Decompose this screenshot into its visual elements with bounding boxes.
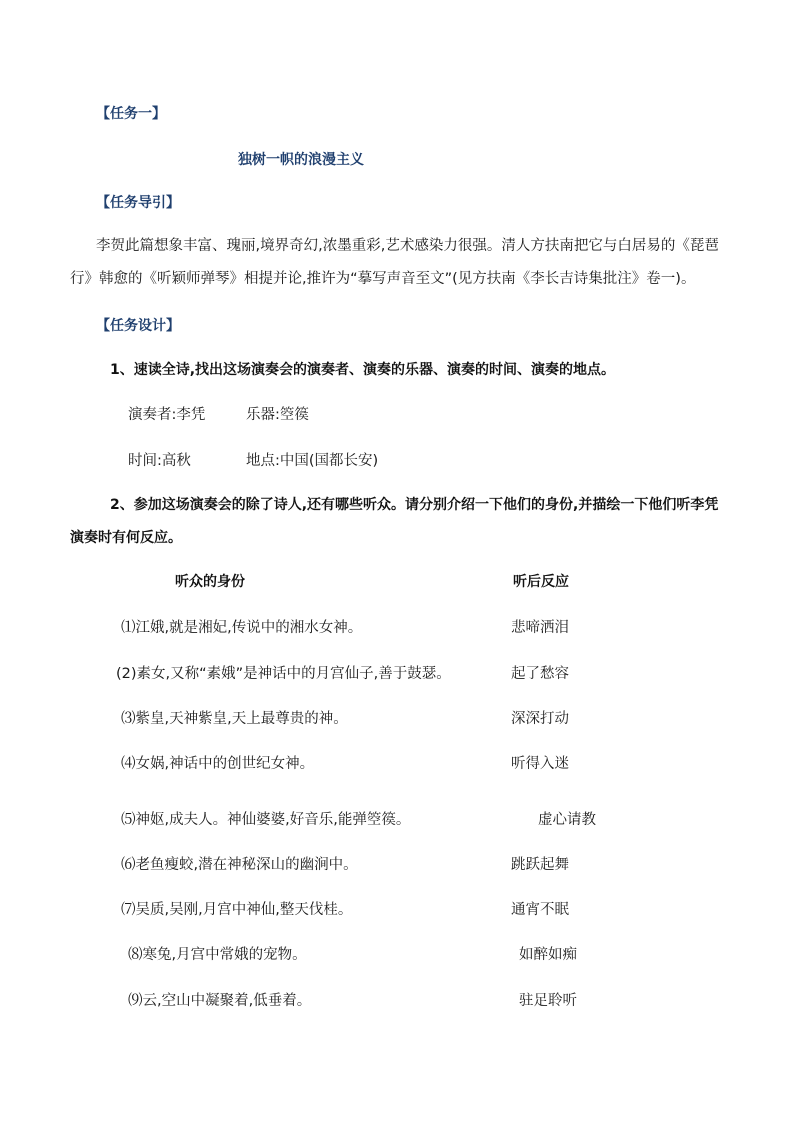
task1-title: 独树一帜的浪漫主义 xyxy=(238,152,364,168)
question-2-line2: 演奏时有何反应。 xyxy=(70,530,182,546)
answer-time: 时间:高秋 xyxy=(128,453,191,469)
question-1: 1、速读全诗,找出这场演奏会的演奏者、演奏的乐器、演奏的时间、演奏的地点。 xyxy=(110,362,616,378)
table-row-6-identity: ⑹老鱼瘦蛟,潜在神秘深山的幽涧中。 xyxy=(121,857,358,873)
answer-instrument: 乐器:箜篌 xyxy=(246,407,309,423)
guide-paragraph-line2: 行》韩愈的《听颖师弹琴》相提并论,推许为“摹写声音至文”(见方扶南《李长吉诗集批注》卷一)。 xyxy=(70,271,696,287)
answer-performer: 演奏者:李凭 xyxy=(128,407,206,423)
table-row-3-reaction: 深深打动 xyxy=(511,711,569,727)
table-row-5-reaction: 虚心请教 xyxy=(538,812,596,828)
table-row-6-reaction: 跳跃起舞 xyxy=(511,857,569,873)
table-row-2-reaction: 起了愁容 xyxy=(511,666,569,682)
table-row-8-identity: ⑻寒兔,月宫中常娥的宠物。 xyxy=(128,947,307,963)
guide-heading: 【任务导引】 xyxy=(96,195,180,211)
table-row-1-identity: ⑴江娥,就是湘妃,传说中的湘水女神。 xyxy=(121,620,363,636)
table-row-7-reaction: 通宵不眠 xyxy=(511,902,569,918)
table-row-5-identity: ⑸神妪,成夫人。神仙婆婆,好音乐,能弹箜篌。 xyxy=(121,812,411,828)
table-row-1-reaction: 悲啼洒泪 xyxy=(511,620,569,636)
table-row-9-reaction: 驻足聆听 xyxy=(519,993,577,1009)
question-2-line1: 2、参加这场演奏会的除了诗人,还有哪些听众。请分别介绍一下他们的身份,并描绘一下他们听李凭 xyxy=(110,497,719,513)
table-row-9-identity: ⑼云,空山中凝聚着,低垂着。 xyxy=(128,993,312,1009)
table-row-3-identity: ⑶紫皇,天神紫皇,天上最尊贵的神。 xyxy=(121,711,348,727)
design-heading: 【任务设计】 xyxy=(96,318,180,334)
answer-place: 地点:中国(国都长安) xyxy=(246,453,379,469)
guide-paragraph-line1: 李贺此篇想象丰富、瑰丽,境界奇幻,浓墨重彩,艺术感染力很强。清人方扶南把它与白居易的《琵琶 xyxy=(96,238,719,254)
table-row-4-identity: ⑷女娲,神话中的创世纪女神。 xyxy=(121,756,315,772)
table-header-identity: 听众的身份 xyxy=(175,574,245,590)
table-row-2-identity: (2)素女,又称“素娥”是神话中的月宫仙子,善于鼓瑟。 xyxy=(116,666,451,682)
table-row-8-reaction: 如醉如痴 xyxy=(519,947,577,963)
task1-heading: 【任务一】 xyxy=(96,106,166,122)
table-row-7-identity: ⑺吴质,吴刚,月宫中神仙,整天伐桂。 xyxy=(121,902,353,918)
table-row-4-reaction: 听得入迷 xyxy=(511,756,569,772)
table-header-reaction: 听后反应 xyxy=(513,574,569,590)
